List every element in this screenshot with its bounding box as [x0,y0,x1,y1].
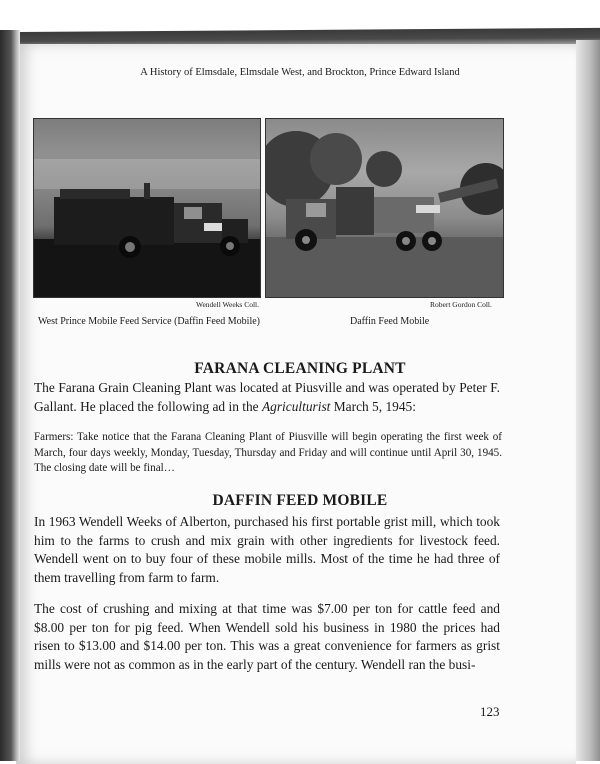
photo-credit-right: Robert Gordon Coll. [430,300,492,309]
farana-paragraph-text: The Farana Grain Cleaning Plant was located at Piusville and was operated by Peter F. Gallant. He placed the following ad in the [34,380,500,414]
publication-title: Agriculturist [261,398,331,414]
photo-caption-right: Daffin Feed Mobile [350,316,430,327]
truck-illustration [266,119,503,297]
book-binding-left [0,30,20,761]
photo-daffin-feed-mobile [265,118,504,298]
photo-credit-left: Wendell Weeks Coll. [196,300,260,309]
section-heading-farana: FARANA CLEANING PLANT [194,360,406,377]
page-edge-shadow [576,40,600,761]
running-head: A History of Elmsdale, Elmsdale West, and Brockton, Prince Edward Island [140,67,460,78]
daffin-paragraph-1: In 1963 Wendell Weeks of Alberton, purchased his first portable grist mill, which took him to the farms to crush and mix grain with other ingredients for livestock feed. Wendell went on to buy four of these mobile mills. Most of the time he had three of them travelling from farm to farm. [34,514,500,585]
photo-west-prince-mobile-feed [33,118,261,298]
farana-paragraph [34,379,500,416]
page-number: 123 [480,704,500,719]
farana-ad-quote: Farmers: Take notice that the Farana Cleaning Plant of Piusville will begin operating the first week of March, four days weekly, Monday, Tuesday, Thursday and Friday and will continue until April 30, 1945. The closing date will be final… [34,431,502,474]
photo-caption-left: West Prince Mobile Feed Service (Daffin Feed Mobile) [38,316,261,327]
truck-illustration [34,119,260,297]
section-heading-daffin: DAFFIN FEED MOBILE [212,492,388,509]
daffin-paragraph-2: The cost of crushing and mixing at that time was $7.00 per ton for cattle feed and $8.00 per ton for pig feed. When Wendell sold his business in 1980 the prices had risen to $13.00 and $14.00 per ton. This was a great convenience for farmers as grist mills were not as common as in the early part of the century. Wendell ran the busi- [34,601,500,672]
farana-paragraph-date: March 5, 1945: [330,398,416,414]
